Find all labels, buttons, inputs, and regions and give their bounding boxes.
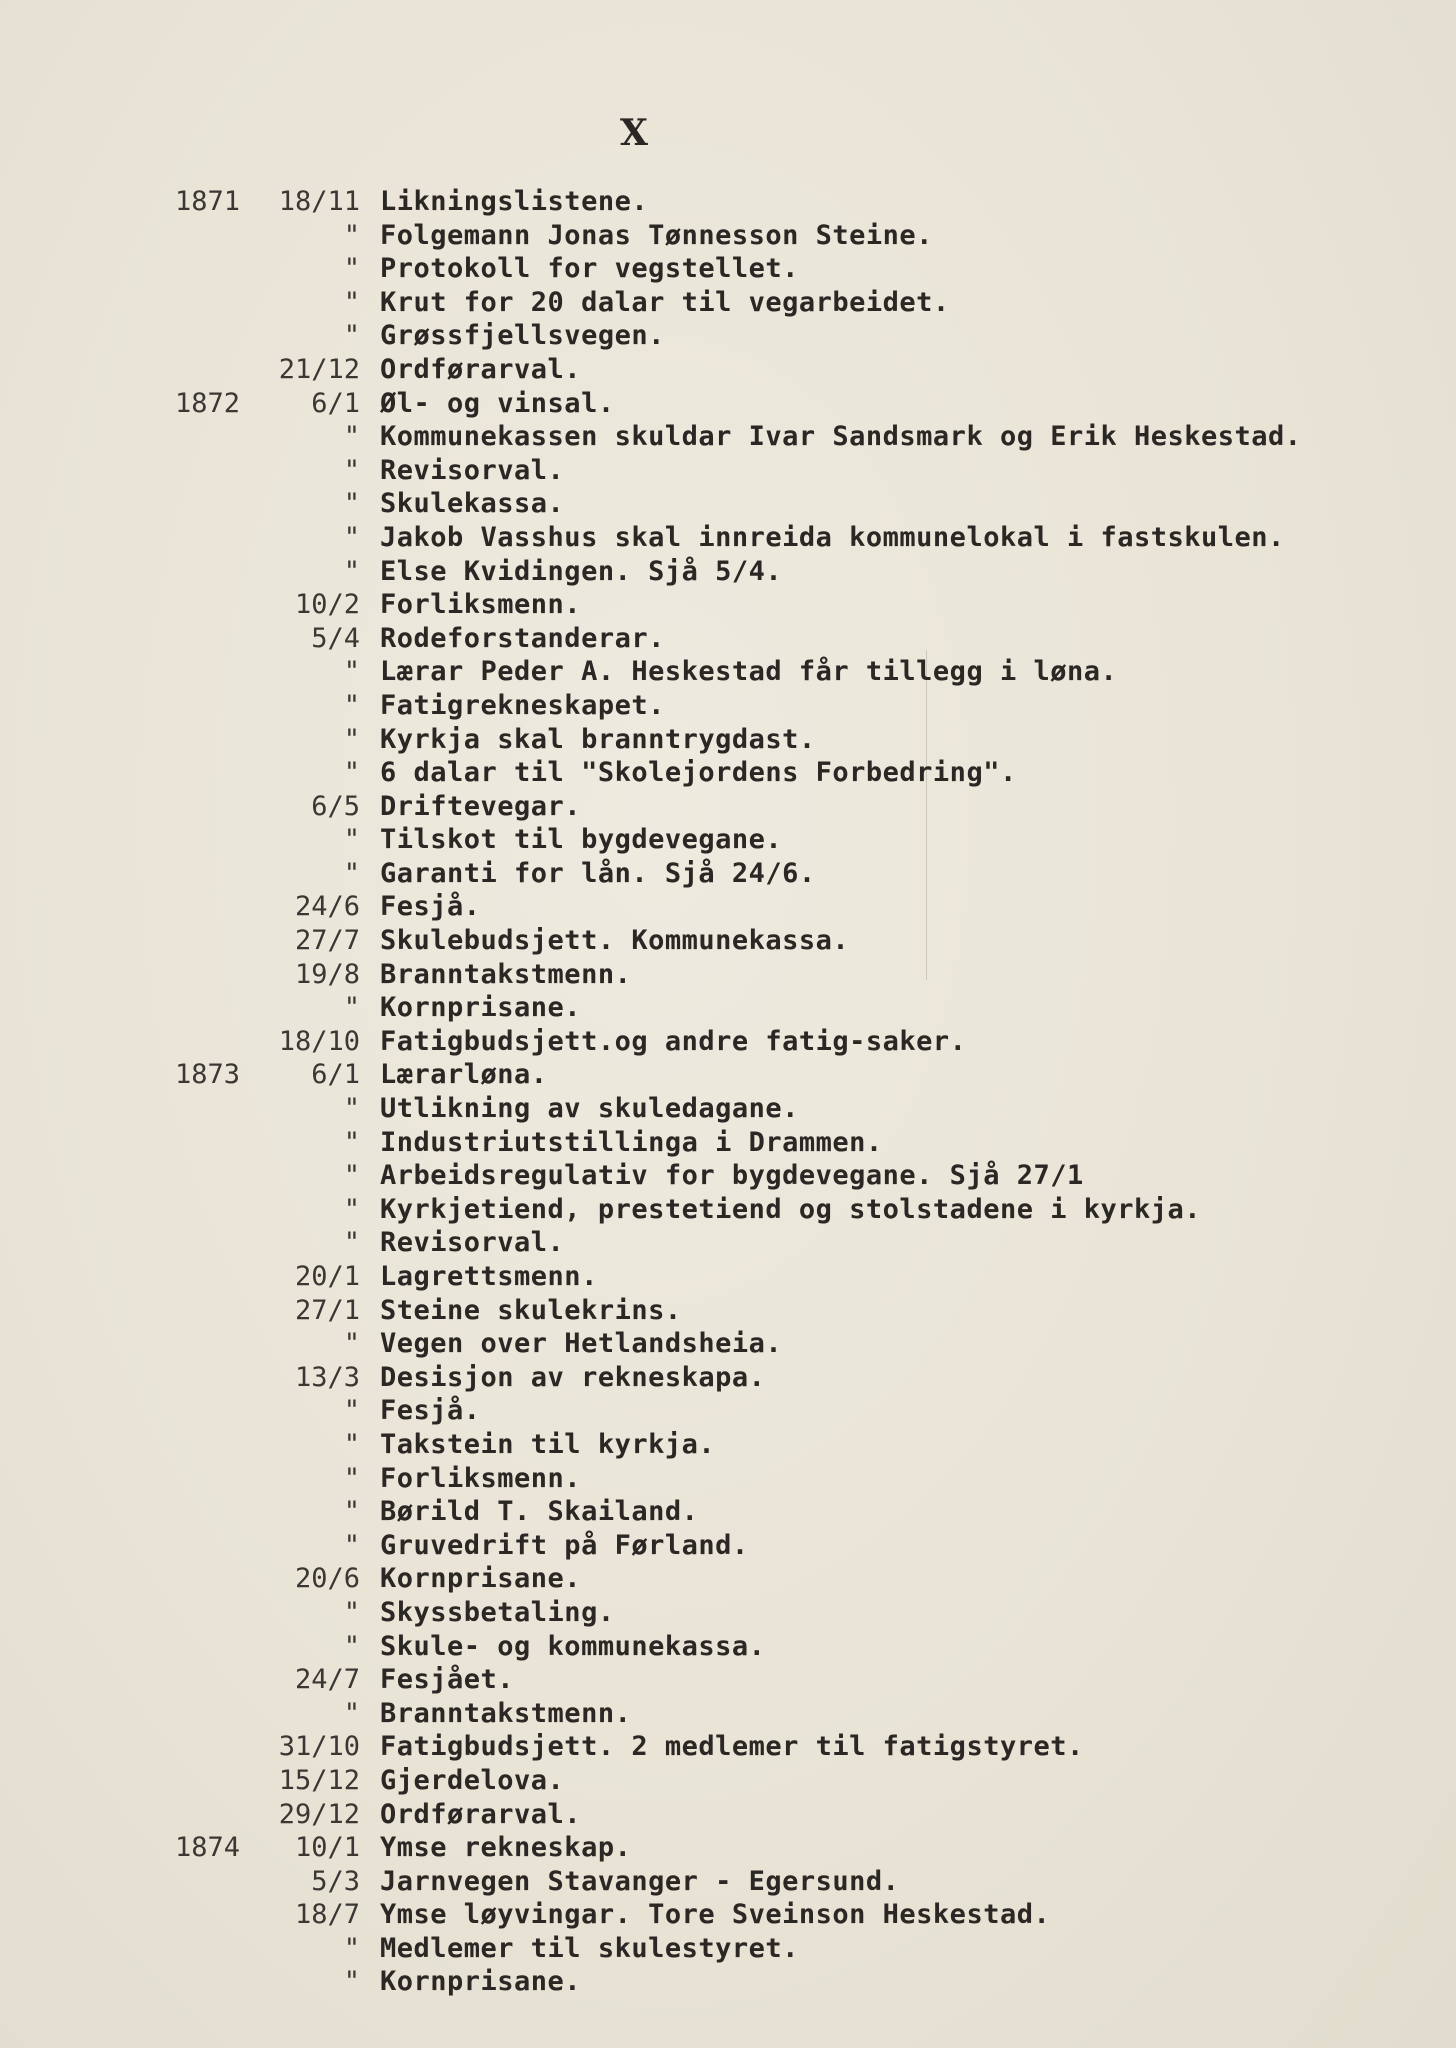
entry-date: " xyxy=(343,421,360,453)
entry-text: Lærar Peder A. Heskestad får tillegg i løna. xyxy=(380,656,1118,688)
entry-date: " xyxy=(343,1193,360,1225)
entry-text: Grøssfjellsvegen. xyxy=(380,320,665,352)
entry-text: Branntakstmenn. xyxy=(380,1697,632,1729)
entry-text: Folgemann Jonas Tønnesson Steine. xyxy=(380,219,933,251)
entry-text: Ordførarval. xyxy=(380,353,582,385)
entry-text: Ordførarval. xyxy=(380,1798,582,1830)
entry-date: " xyxy=(343,1462,360,1494)
entry-text: 6 dalar til "Skolejordens Forbedring". xyxy=(380,757,1017,789)
list-item xyxy=(0,1831,1456,1865)
entry-date: 24/6 xyxy=(294,891,360,923)
entry-text: Revisorval. xyxy=(380,1227,565,1259)
list-item xyxy=(0,924,1456,958)
list-item xyxy=(0,1226,1456,1260)
entry-date: 19/8 xyxy=(294,958,360,990)
list-item xyxy=(0,1663,1456,1697)
entry-date: " xyxy=(343,1160,360,1192)
list-item xyxy=(0,823,1456,857)
entry-date: " xyxy=(343,320,360,352)
entry-date: " xyxy=(343,454,360,486)
entry-year: 1872 xyxy=(174,387,240,419)
entry-text: Driftevegar. xyxy=(380,790,582,822)
list-item xyxy=(0,1697,1456,1731)
entry-date: " xyxy=(343,1697,360,1729)
list-item xyxy=(0,1361,1456,1395)
entry-text: Forliksmenn. xyxy=(380,1462,582,1494)
entry-date: 18/7 xyxy=(294,1899,360,1931)
list-item xyxy=(0,1058,1456,1092)
list-item xyxy=(0,487,1456,521)
entry-text: Forliksmenn. xyxy=(380,589,582,621)
list-item xyxy=(0,622,1456,656)
entry-date: 27/7 xyxy=(294,925,360,957)
entry-date: " xyxy=(343,521,360,553)
entry-date: " xyxy=(343,1126,360,1158)
entry-text: Gruvedrift på Førland. xyxy=(380,1529,749,1561)
entry-text: Ymse rekneskap. xyxy=(380,1832,632,1864)
list-item xyxy=(0,1294,1456,1328)
entry-date: " xyxy=(343,1496,360,1528)
list-item xyxy=(0,353,1456,387)
entry-text: Industriutstillinga i Drammen. xyxy=(380,1126,883,1158)
list-item xyxy=(0,1193,1456,1227)
list-item xyxy=(0,890,1456,924)
list-item xyxy=(0,1562,1456,1596)
entry-date: 6/1 xyxy=(311,1059,360,1091)
list-item xyxy=(0,689,1456,723)
entry-text: Revisorval. xyxy=(380,454,565,486)
list-item xyxy=(0,521,1456,555)
list-item xyxy=(0,1428,1456,1462)
entry-text: Fesjået. xyxy=(380,1664,515,1696)
entry-text: Skulebudsjett. Kommunekassa. xyxy=(380,925,850,957)
entry-date: 5/3 xyxy=(311,1865,360,1897)
entry-text: Arbeidsregulativ for bygdevegane. Sjå 27/1 xyxy=(380,1160,1084,1192)
entry-text: Garanti for lån. Sjå 24/6. xyxy=(380,857,816,889)
list-item xyxy=(0,790,1456,824)
entry-date: " xyxy=(343,1227,360,1259)
entry-text: Kyrkja skal branntrygdast. xyxy=(380,723,816,755)
entry-date: " xyxy=(343,1395,360,1427)
list-item xyxy=(0,1159,1456,1193)
entry-text: Kyrkjetiend, prestetiend og stolstadene i kyrkja. xyxy=(380,1193,1202,1225)
list-item xyxy=(0,1596,1456,1630)
list-item xyxy=(0,1025,1456,1059)
entry-date: 20/1 xyxy=(294,1261,360,1292)
entry-text: Fesjå. xyxy=(380,891,481,923)
entry-text: Rodeforstanderar. xyxy=(380,622,665,654)
entry-text: Fesjå. xyxy=(380,1395,481,1427)
entry-date: " xyxy=(343,219,360,251)
entry-list xyxy=(0,185,1456,1999)
entry-text: Kornprisane. xyxy=(380,992,582,1024)
entry-text: Jarnvegen Stavanger - Egersund. xyxy=(380,1865,900,1897)
entry-text: Desisjon av rekneskapa. xyxy=(380,1361,766,1393)
entry-text: Vegen over Hetlandsheia. xyxy=(380,1328,783,1360)
entry-date: " xyxy=(343,253,360,285)
entry-date: " xyxy=(343,1630,360,1662)
list-item xyxy=(0,1865,1456,1899)
page-number: X xyxy=(620,112,649,154)
list-item xyxy=(0,1798,1456,1832)
list-item xyxy=(0,185,1456,219)
entry-text: Jakob Vasshus skal innreida kommunelokal i fastskulen. xyxy=(380,521,1285,553)
entry-text: Utlikning av skuledagane. xyxy=(380,1093,799,1125)
entry-date: 29/12 xyxy=(278,1798,360,1830)
entry-date: " xyxy=(343,1932,360,1964)
entry-text: Skule- og kommunekassa. xyxy=(380,1630,766,1662)
list-item xyxy=(0,387,1456,421)
entry-text: Fatigbudsjett.og andre fatig-saker. xyxy=(380,1025,967,1057)
list-item xyxy=(0,857,1456,891)
list-item xyxy=(0,1126,1456,1160)
list-item xyxy=(0,1260,1456,1294)
entry-text: Steine skulekrins. xyxy=(380,1294,682,1326)
entry-text: Børild T. Skailand. xyxy=(380,1496,699,1528)
list-item xyxy=(0,1965,1456,1999)
entry-date: " xyxy=(343,656,360,688)
entry-text: Likningslistene. xyxy=(380,186,649,217)
entry-year: 1871 xyxy=(174,186,240,217)
entry-text: Branntakstmenn. xyxy=(380,958,632,990)
entry-text: Gjerdelova. xyxy=(380,1764,565,1796)
entry-date: 20/6 xyxy=(294,1563,360,1595)
list-item xyxy=(0,958,1456,992)
entry-date: " xyxy=(343,488,360,520)
entry-date: 10/2 xyxy=(294,589,360,621)
list-item xyxy=(0,219,1456,253)
entry-date: " xyxy=(343,1596,360,1628)
entry-year: 1873 xyxy=(174,1059,240,1091)
entry-year: 1874 xyxy=(174,1832,240,1864)
list-item xyxy=(0,1092,1456,1126)
entry-text: Fatigbudsjett. 2 medlemer til fatigstyret. xyxy=(380,1731,1084,1763)
entry-text: Fatigrekneskapet. xyxy=(380,689,665,721)
entry-text: Ymse løyvingar. Tore Sveinson Heskestad. xyxy=(380,1899,1051,1931)
entry-date: 15/12 xyxy=(278,1764,360,1796)
entry-date: " xyxy=(343,1529,360,1561)
entry-date: 21/12 xyxy=(278,353,360,385)
list-item xyxy=(0,1327,1456,1361)
list-item xyxy=(0,655,1456,689)
list-item xyxy=(0,588,1456,622)
list-item xyxy=(0,1898,1456,1932)
list-item xyxy=(0,286,1456,320)
entry-text: Lagrettsmenn. xyxy=(380,1261,598,1292)
entry-date: " xyxy=(343,1328,360,1360)
list-item xyxy=(0,555,1456,589)
list-item xyxy=(0,1495,1456,1529)
entry-date: " xyxy=(343,1428,360,1460)
entry-date: 18/10 xyxy=(278,1025,360,1057)
list-item xyxy=(0,1394,1456,1428)
entry-text: Kornprisane. xyxy=(380,1563,582,1595)
list-item xyxy=(0,252,1456,286)
entry-date: 5/4 xyxy=(311,622,360,654)
entry-date: " xyxy=(343,992,360,1024)
entry-date: " xyxy=(343,1093,360,1125)
entry-text: Kommunekassen skuldar Ivar Sandsmark og Erik Heskestad. xyxy=(380,421,1302,453)
entry-date: " xyxy=(343,757,360,789)
entry-text: Tilskot til bygdevegane. xyxy=(380,824,783,856)
entry-text: Skulekassa. xyxy=(380,488,565,520)
entry-date: 6/1 xyxy=(311,387,360,419)
entry-date: " xyxy=(343,857,360,889)
entry-date: " xyxy=(343,1966,360,1998)
list-item xyxy=(0,723,1456,757)
list-item xyxy=(0,454,1456,488)
entry-text: Lærarløna. xyxy=(380,1059,548,1091)
entry-date: " xyxy=(343,555,360,587)
entry-date: 24/7 xyxy=(294,1664,360,1696)
entry-date: 10/1 xyxy=(294,1832,360,1864)
list-item xyxy=(0,1764,1456,1798)
entry-date: " xyxy=(343,286,360,318)
entry-date: 6/5 xyxy=(311,790,360,822)
list-item xyxy=(0,1529,1456,1563)
entry-date: " xyxy=(343,824,360,856)
entry-text: Krut for 20 dalar til vegarbeidet. xyxy=(380,286,950,318)
entry-text: Skyssbetaling. xyxy=(380,1596,615,1628)
list-item xyxy=(0,1932,1456,1966)
entry-text: Takstein til kyrkja. xyxy=(380,1428,716,1460)
entry-date: " xyxy=(343,723,360,755)
entry-text: Øl- og vinsal. xyxy=(380,387,615,419)
list-item xyxy=(0,991,1456,1025)
list-item xyxy=(0,1630,1456,1664)
list-item xyxy=(0,1462,1456,1496)
list-item xyxy=(0,319,1456,353)
entry-text: Kornprisane. xyxy=(380,1966,582,1998)
entry-date: 27/1 xyxy=(294,1294,360,1326)
entry-date: 18/11 xyxy=(278,186,360,217)
entry-text: Else Kvidingen. Sjå 5/4. xyxy=(380,555,783,587)
entry-date: 31/10 xyxy=(278,1731,360,1763)
list-item xyxy=(0,756,1456,790)
entry-date: " xyxy=(343,689,360,721)
entry-text: Protokoll for vegstellet. xyxy=(380,253,799,285)
entry-date: 13/3 xyxy=(294,1361,360,1393)
list-item xyxy=(0,420,1456,454)
entry-text: Medlemer til skulestyret. xyxy=(380,1932,799,1964)
list-item xyxy=(0,1730,1456,1764)
